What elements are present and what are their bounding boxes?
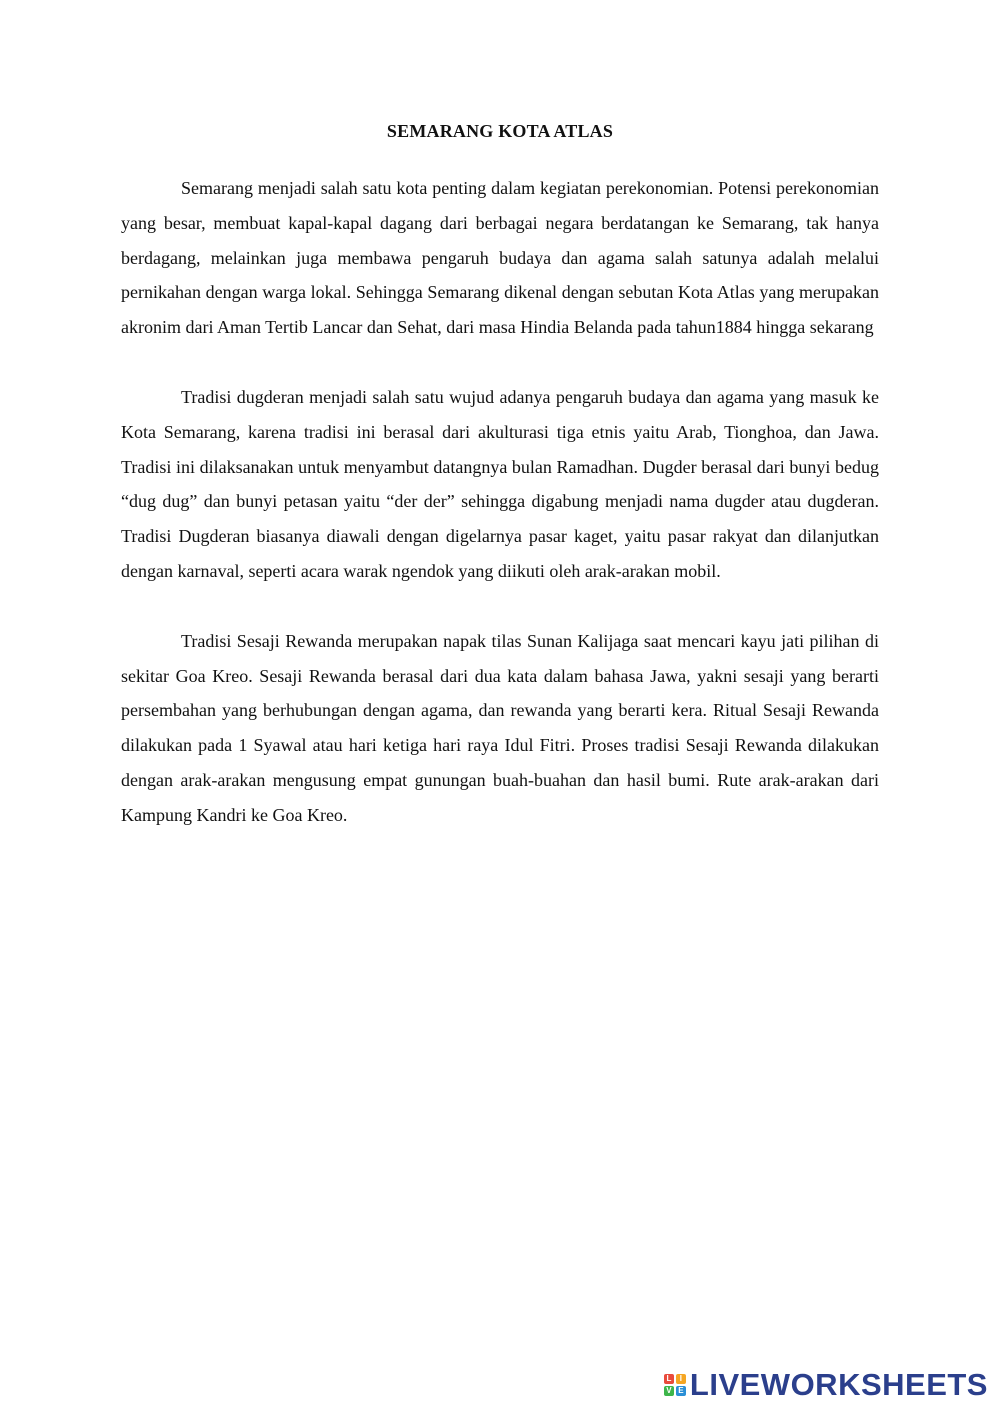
document-title: SEMARANG KOTA ATLAS [386,121,614,141]
paragraph-2: Tradisi dugderan menjadi salah satu wujud adanya pengaruh budaya dan agama yang masuk ke Kota Semarang, karena tradisi ini berasal dari akulturasi tiga etnis yaitu Arab, Tionghoa, dan Jawa. Tradisi ini dilaksanakan untuk menyambut datangnya bulan Ramadhan. Dugder berasal dari bunyi bedug “dug dug” dan bunyi petasan yaitu “der der” sehingga digabung menjadi nama dugder atau dugderan. Tradisi Dugderan biasanya diawali dengan digelarnya pasar kaget, yaitu pasar rakyat dan dilanjutkan dengan karnaval, seperti acara warak ngendok yang diikuti oleh arak-arakan mobil. [121,386,879,581]
logo-tile-l: L [664,1374,674,1384]
logo-tile-e: E [676,1386,686,1396]
paragraph-3: Tradisi Sesaji Rewanda merupakan napak tilas Sunan Kalijaga saat mencari kayu jati pilihan di sekitar Goa Kreo. Sesaji Rewanda berasal dari dua kata dalam bahasa Jawa, yakni sesaji yang berarti persembahan yang berhubungan dengan agama, dan rewanda yang berarti kera. Ritual Sesaji Rewanda dilakukan pada 1 Syawal atau hari ketiga hari raya Idul Fitri. Proses tradisi Sesaji Rewanda dilakukan dengan arak-arakan mengusung empat gunungan buah-buahan dan hasil bumi. Rute arak-arakan dari Kampung Kandri ke Goa Kreo. [121,630,879,825]
liveworksheets-logo-icon [664,1374,686,1396]
logo-tile-i: I [676,1374,686,1384]
watermark-text: LIVEWORKSHEETS [689,1367,988,1402]
liveworksheets-watermark [664,1368,988,1402]
paragraph-1: Semarang menjadi salah satu kota penting dalam kegiatan perekonomian. Potensi perekonomian yang besar, membuat kapal-kapal dagang dari berbagai negara berdatangan ke Semarang, tak hanya berdagang, melainkan juga membawa pengaruh budaya dan agama salah satunya adalah melalui pernikahan dengan warga lokal. Sehingga Semarang dikenal dengan sebutan Kota Atlas yang merupakan akronim dari Aman Tertib Lancar dan Sehat, dari masa Hindia Belanda pada tahun1884 hingga sekarang [121,178,879,338]
logo-tile-v: V [664,1386,674,1396]
document-body [121,171,879,868]
